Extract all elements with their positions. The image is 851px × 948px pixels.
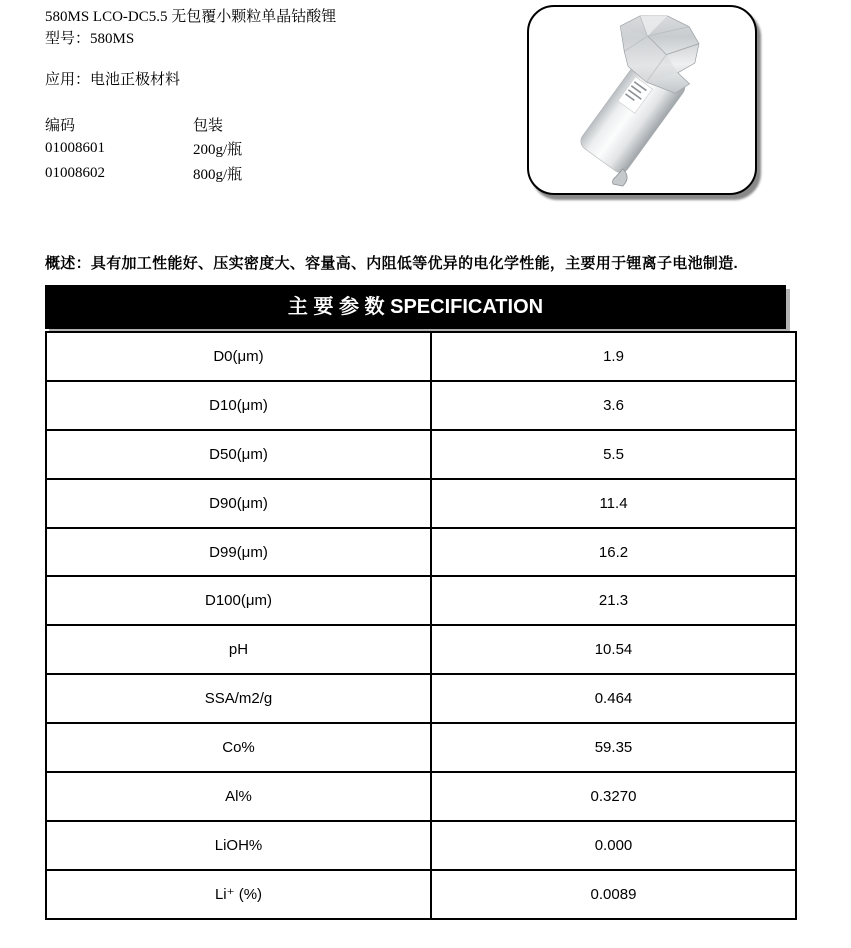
codes-header-row bbox=[45, 112, 313, 137]
value-cell: 0.464 bbox=[431, 674, 796, 723]
application-line bbox=[45, 68, 180, 89]
overview-text: 具有加工性能好、压实密度大、容量高、内阻低等优异的电化学性能，主要用于锂离子电池制造. bbox=[90, 255, 738, 272]
table-row bbox=[46, 723, 796, 772]
value-cell: 3.6 bbox=[431, 381, 796, 430]
table-row bbox=[46, 430, 796, 479]
param-cell: LiOH% bbox=[46, 821, 431, 870]
model-label: 型号： bbox=[45, 31, 91, 47]
code-row bbox=[45, 161, 313, 186]
model-line bbox=[45, 27, 134, 48]
page-title: 580MS LCO-DC5.5 无包覆小颗粒单晶钴酸锂 bbox=[45, 9, 337, 25]
application-value: 电池正极材料 bbox=[90, 72, 181, 88]
table-row bbox=[46, 381, 796, 430]
value-cell: 59.35 bbox=[431, 723, 796, 772]
value-cell: 0.000 bbox=[431, 821, 796, 870]
value-cell: 10.54 bbox=[431, 625, 796, 674]
package-value: 800g/瓶 bbox=[193, 166, 243, 183]
table-row bbox=[46, 674, 796, 723]
application-label: 应用： bbox=[45, 72, 91, 88]
value-cell: 11.4 bbox=[431, 479, 796, 528]
table-row bbox=[46, 528, 796, 577]
table-row bbox=[46, 821, 796, 870]
value-cell: 16.2 bbox=[431, 528, 796, 577]
param-cell: SSA/m2/g bbox=[46, 674, 431, 723]
table-row bbox=[46, 576, 796, 625]
codes-list bbox=[45, 112, 313, 186]
code-value: 01008602 bbox=[45, 164, 105, 181]
table-row bbox=[46, 772, 796, 821]
table-row bbox=[46, 870, 796, 919]
package-column-header: 包装 bbox=[193, 117, 224, 134]
model-value: 580MS bbox=[90, 31, 135, 47]
table-row bbox=[46, 332, 796, 381]
param-cell: Co% bbox=[46, 723, 431, 772]
param-cell: D90(μm) bbox=[46, 479, 431, 528]
spec-table bbox=[45, 331, 797, 920]
param-cell: D100(μm) bbox=[46, 576, 431, 625]
product-bottle-image bbox=[531, 9, 753, 191]
overview-label: 概述： bbox=[45, 255, 91, 272]
table-row bbox=[46, 479, 796, 528]
package-value: 200g/瓶 bbox=[193, 142, 243, 159]
code-column-header: 编码 bbox=[45, 117, 76, 134]
param-cell: D99(μm) bbox=[46, 528, 431, 577]
value-cell: 0.3270 bbox=[431, 772, 796, 821]
value-cell: 1.9 bbox=[431, 332, 796, 381]
value-cell: 5.5 bbox=[431, 430, 796, 479]
param-cell: D10(μm) bbox=[46, 381, 431, 430]
code-row bbox=[45, 137, 313, 162]
value-cell: 21.3 bbox=[431, 576, 796, 625]
param-cell: D0(μm) bbox=[46, 332, 431, 381]
spec-header-bar: 主 要 参 数 SPECIFICATION bbox=[45, 285, 786, 329]
param-cell: Li⁺ (%) bbox=[46, 870, 431, 919]
param-cell: pH bbox=[46, 625, 431, 674]
value-cell: 0.0089 bbox=[431, 870, 796, 919]
param-cell: D50(μm) bbox=[46, 430, 431, 479]
overview-line bbox=[45, 252, 805, 273]
param-cell: Al% bbox=[46, 772, 431, 821]
code-value: 01008601 bbox=[45, 140, 105, 157]
table-row bbox=[46, 625, 796, 674]
product-photo-frame bbox=[527, 5, 757, 195]
